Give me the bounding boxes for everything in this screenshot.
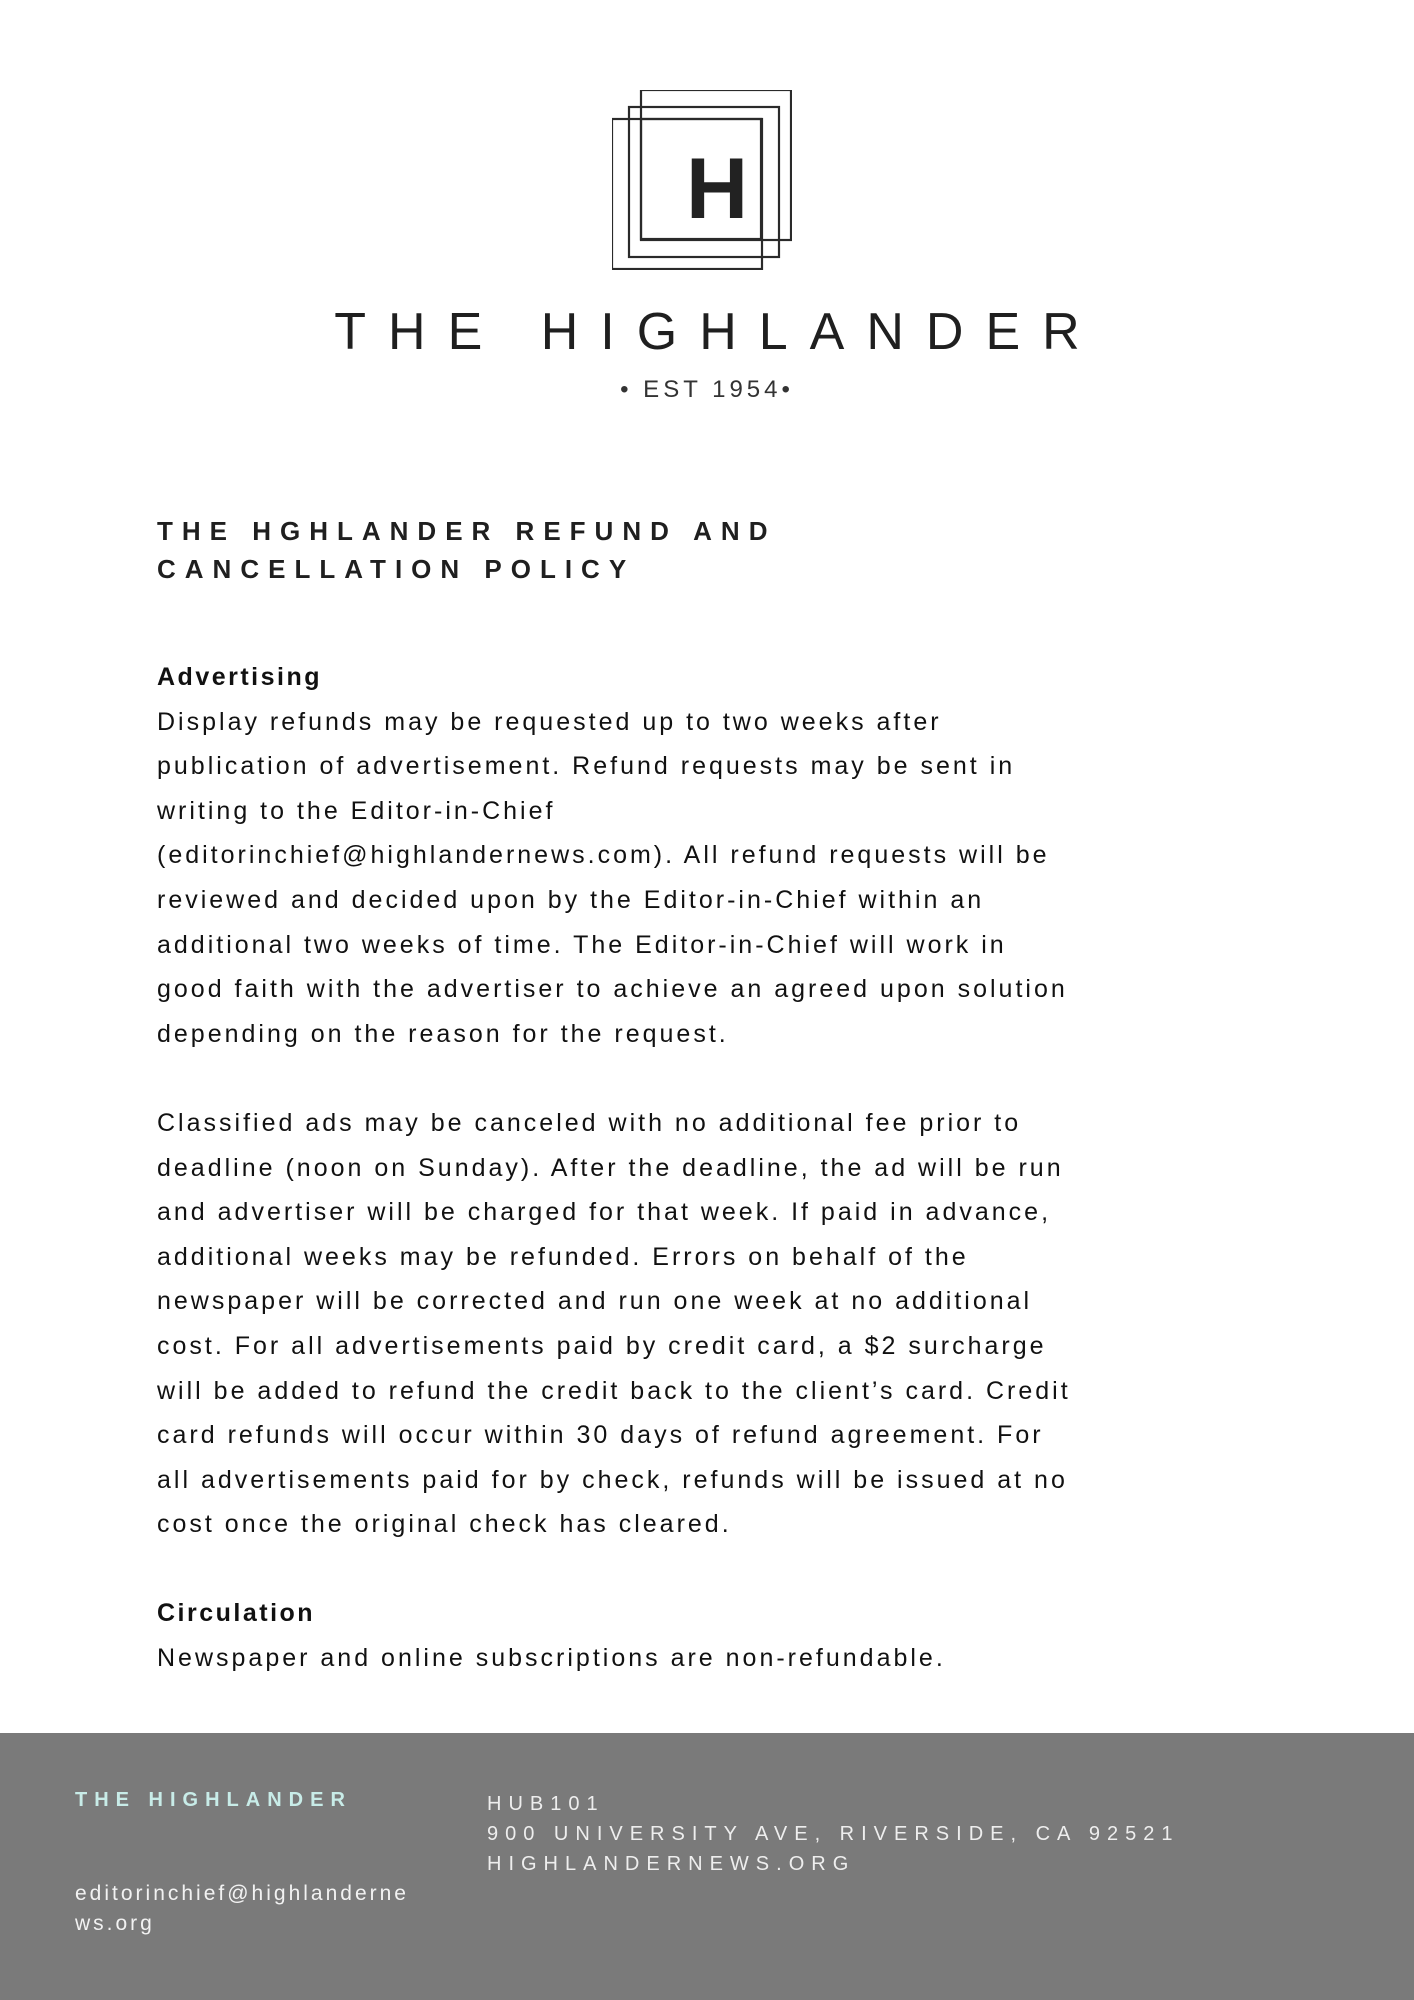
paragraph-line: reviewed and decided upon by the Editor-in-Chief within an <box>157 885 985 914</box>
footer-address <box>487 1789 1179 1879</box>
paragraph-line: depending on the reason for the request. <box>157 1019 729 1048</box>
established-year: • EST 1954• <box>620 376 794 403</box>
paragraph-line: Classified ads may be canceled with no additional fee prior to <box>157 1108 1022 1137</box>
logo-letter: H <box>685 141 749 237</box>
brand-title: THE HIGHLANDER <box>334 303 1102 361</box>
policy-title-line-1: THE HGHLANDER REFUND AND <box>157 516 777 546</box>
paragraph-line: good faith with the advertiser to achieve an agreed upon solution <box>157 975 1068 1004</box>
policy-title-line-2: CANCELLATION POLICY <box>157 554 636 584</box>
advertising-paragraph-classified-ads <box>157 1101 1267 1547</box>
logo <box>612 90 792 270</box>
circulation-heading: Circulation <box>157 1599 316 1628</box>
footer-address-line-1: HUB101 <box>487 1793 605 1815</box>
policy-body <box>157 655 1267 1681</box>
paragraph-line: and advertiser will be charged for that week. If paid in advance, <box>157 1198 1052 1227</box>
advertising-paragraph-display-refunds <box>157 700 1267 1057</box>
paragraph-spacer <box>157 1547 1267 1592</box>
footer-website-link[interactable]: HIGHLANDERNEWS.ORG <box>487 1853 856 1875</box>
paragraph-line: card refunds will occur within 30 days of refund agreement. For <box>157 1421 1044 1450</box>
paragraph-line: cost once the original check has cleared. <box>157 1510 732 1539</box>
paragraph-line: publication of advertisement. Refund requests may be sent in <box>157 752 1016 781</box>
logo-frame-icon <box>612 90 792 270</box>
paragraph-line: Display refunds may be requested up to two weeks after <box>157 707 942 736</box>
advertising-heading: Advertising <box>157 663 323 691</box>
paragraph-line: writing to the Editor-in-Chief <box>157 796 556 825</box>
paragraph-spacer <box>157 1056 1267 1101</box>
footer-brand: THE HIGHLANDER <box>75 1789 352 1811</box>
paragraph-line: all advertisements paid for by check, refunds will be issued at no <box>157 1465 1068 1494</box>
paragraph-line: additional weeks may be refunded. Errors on behalf of the <box>157 1242 969 1271</box>
paragraph-line: deadline (noon on Sunday). After the deadline, the ad will be run <box>157 1153 1064 1182</box>
policy-title <box>157 512 917 588</box>
paragraph-line: additional two weeks of time. The Editor-in-Chief will work in <box>157 930 1007 959</box>
paragraph-line: (editorinchief@highlandernews.com). All refund requests will be <box>157 841 1050 870</box>
circulation-text: Newspaper and online subscriptions are non-refundable. <box>157 1644 946 1673</box>
paragraph-line: cost. For all advertisements paid by credit card, a $2 surcharge <box>157 1331 1047 1360</box>
paragraph-line: newspaper will be corrected and run one week at no additional <box>157 1287 1033 1316</box>
footer-email-link[interactable]: editorinchief@highlandernews.org <box>75 1882 409 1935</box>
footer <box>0 1733 1414 2000</box>
footer-address-line-2: 900 UNIVERSITY AVE, RIVERSIDE, CA 92521 <box>487 1823 1180 1845</box>
paragraph-line: will be added to refund the credit back to the client’s card. Credit <box>157 1376 1071 1405</box>
